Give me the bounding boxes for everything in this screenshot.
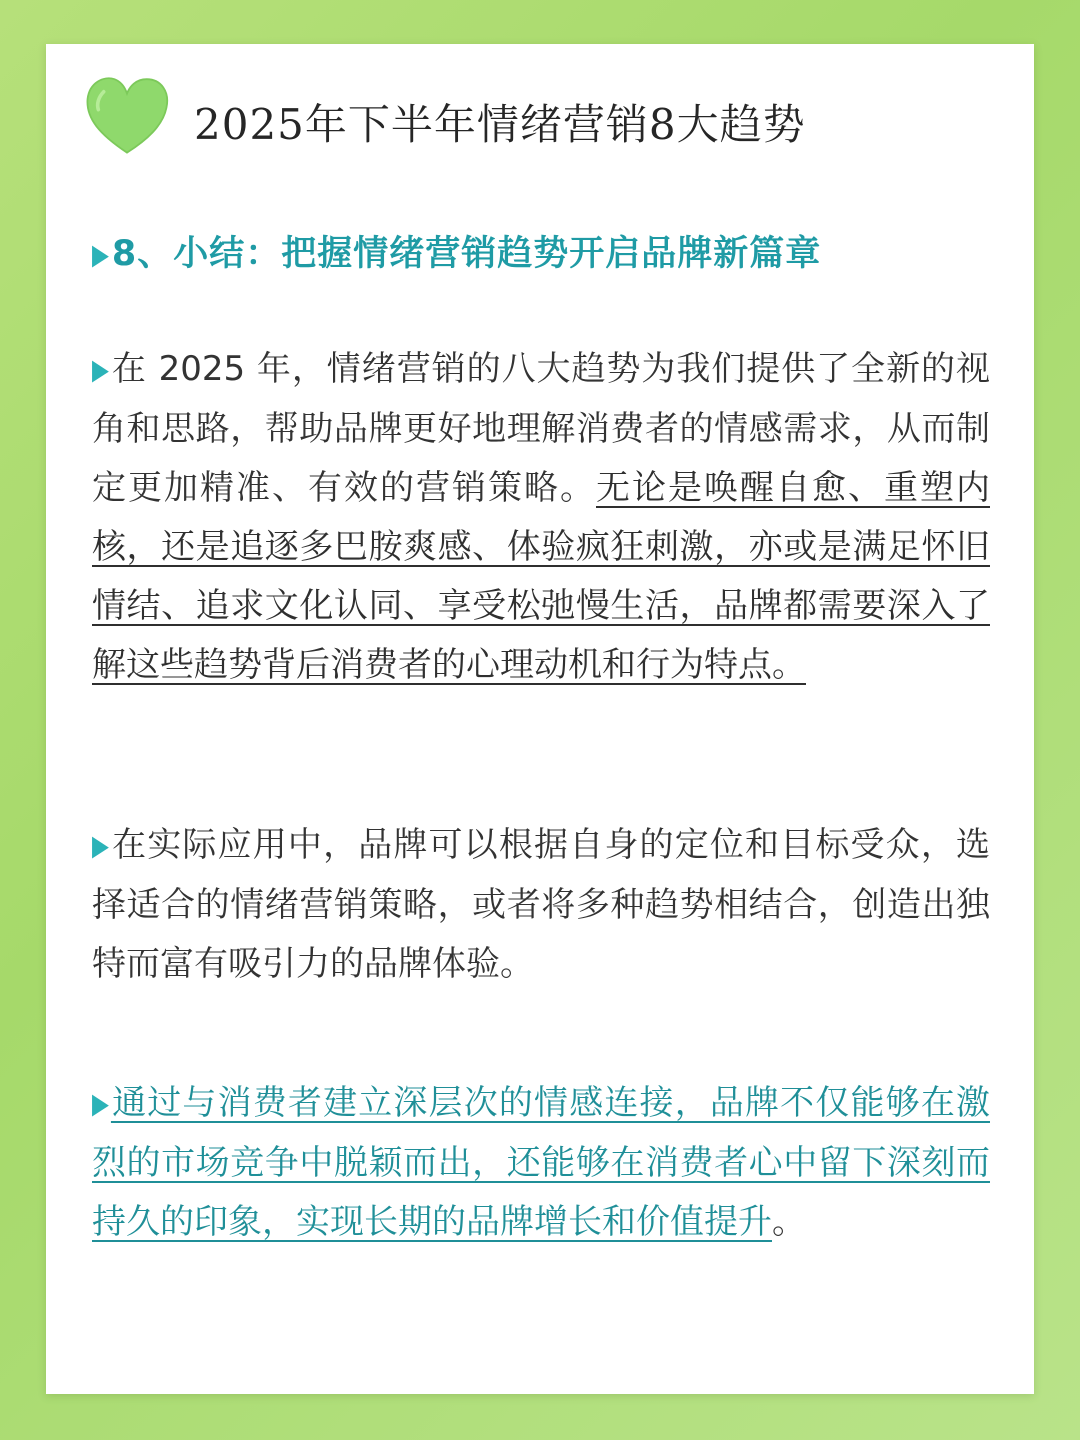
paragraph-1-text: 在 2025 年，情绪营销的八大趋势为我们提供了全新的视角和思路，帮助品牌更好地理解消费者的情感需求，从而制定更加精准、有效的营销策略。 [92, 349, 990, 508]
paragraph-1 [92, 340, 990, 695]
page-title: 2025年下半年情绪营销8大趋势 [194, 100, 806, 149]
paragraph-3-tail: 。 [772, 1202, 806, 1242]
paragraph-2-text: 在实际应用中，品牌可以根据自身的定位和目标受众，选择适合的情绪营销策略，或者将多种趋势相结合，创造出独特而富有吸引力的品牌体验。 [92, 825, 990, 984]
paragraph-3-underlined: 通过与消费者建立深层次的情感连接，品牌不仅能够在激烈的市场竞争中脱颖而出，还能够在消费者心中留下深刻而持久的印象，实现长期的品牌增长和价值提升 [92, 1083, 990, 1242]
paragraph-3 [92, 1074, 990, 1252]
header [82, 72, 982, 162]
content-card [46, 44, 1034, 1394]
triangle-arrow-icon: ▶ [92, 1088, 109, 1121]
triangle-arrow-icon: ▶ [92, 238, 110, 272]
heart-icon [82, 72, 172, 158]
section-heading [92, 226, 821, 276]
triangle-arrow-icon: ▶ [92, 354, 109, 387]
triangle-arrow-icon: ▶ [92, 830, 109, 863]
paragraph-2 [92, 816, 990, 994]
paragraph-1-underlined: 无论是唤醒自愈、重塑内核，还是追逐多巴胺爽感、体验疯狂刺激，亦或是满足怀旧情结、追求文化认同、享受松弛慢生活，品牌都需要深入了解这些趋势背后消费者的心理动机和行为特点。 [92, 468, 990, 685]
section-heading-text: 8、小结：把握情绪营销趋势开启品牌新篇章 [111, 234, 822, 274]
